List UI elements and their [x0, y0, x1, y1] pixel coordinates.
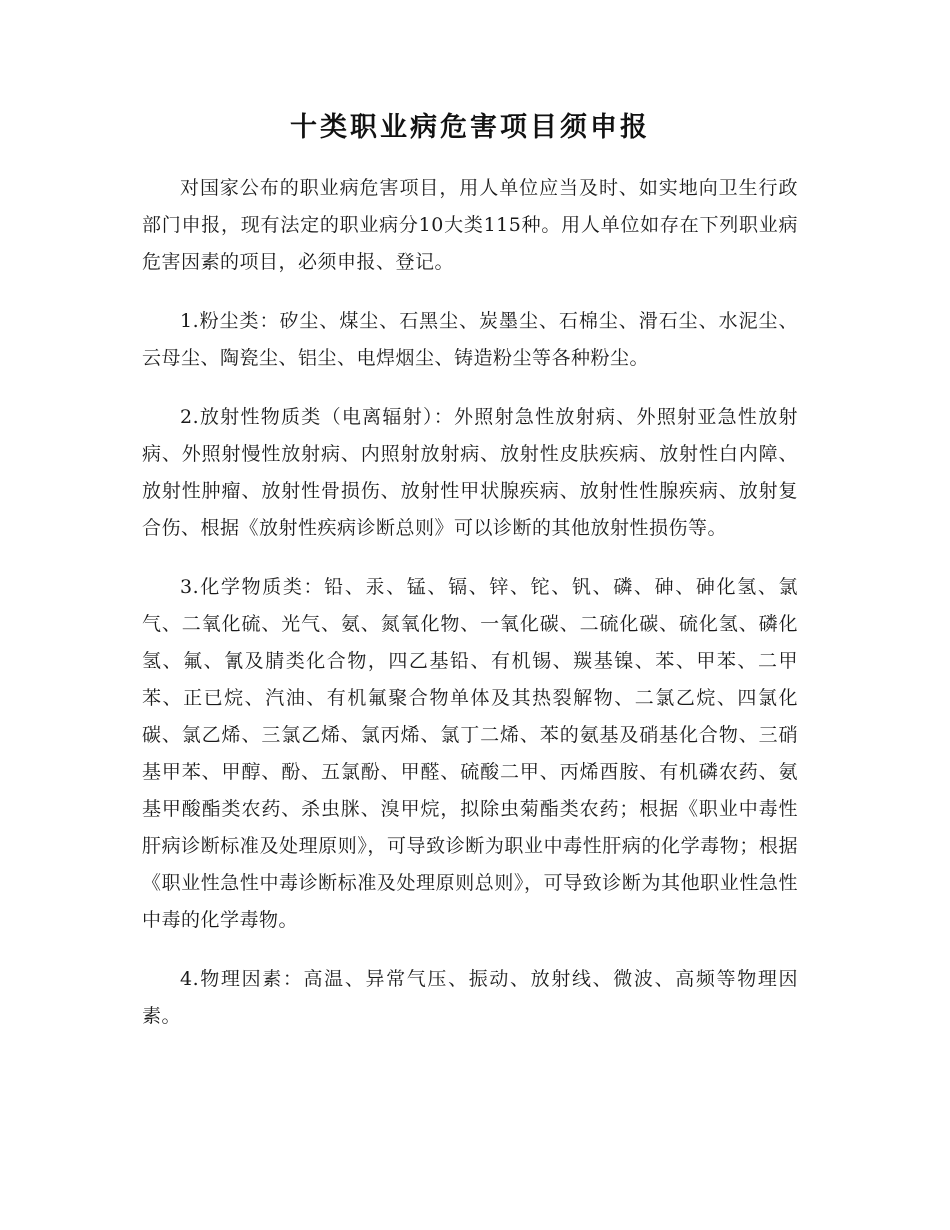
chemical-category-paragraph: 3.化学物质类：铅、汞、锰、镉、锌、铊、钒、磷、砷、砷化氢、氯气、二氧化硫、光气、氨、氮氧化物、一氧化碳、二硫化碳、硫化氢、磷化氢、氟、氰及腈类化合物，四乙基铅、有机锡、羰基镍、苯、甲苯、二甲苯、正已烷、汽油、有机氟聚合物单体及其热裂解物、二氯乙烷、四氯化碳、氯乙烯、三氯乙烯、氯丙烯、氯丁二烯、苯的氨基及硝基化合物、三硝基甲苯、甲醇、酚、五氯酚、甲醛、硫酸二甲、丙烯酉胺、有机磷农药、氨基甲酸酯类农药、杀虫脒、溴甲烷，拟除虫菊酯类农药；根据《职业中毒性肝病诊断标准及处理原则》，可导致诊断为职业中毒性肝病的化学毒物；根据《职业性急性中毒诊断标准及处理原则总则》，可导致诊断为其他职业性急性中毒的化学毒物。 [142, 576, 798, 931]
dust-category-paragraph: 1.粉尘类：矽尘、煤尘、石黑尘、炭墨尘、石棉尘、滑石尘、水泥尘、云母尘、陶瓷尘、铝尘、电焊烟尘、铸造粉尘等各种粉尘。 [142, 310, 798, 369]
radiation-category-paragraph: 2.放射性物质类（电离辐射）：外照射急性放射病、外照射亚急性放射病、外照射慢性放射病、内照射放射病、放射性皮肤疾病、放射性白内障、放射性肿瘤、放射性骨损伤、放射性甲状腺疾病、放射性性腺疾病、放射复合伤、根据《放射性疾病诊断总则》可以诊断的其他放射性损伤等。 [142, 406, 798, 539]
document-title: 十类职业病危害项目须申报 [290, 112, 650, 143]
intro-paragraph: 对国家公布的职业病危害项目，用人单位应当及时、如实地向卫生行政部门申报，现有法定的职业病分10大类115种。用人单位如存在下列职业病危害因素的项目，必须申报、登记。 [142, 177, 798, 273]
physical-factors-paragraph: 4.物理因素：高温、异常气压、振动、放射线、微波、高频等物理因素。 [142, 968, 798, 1027]
